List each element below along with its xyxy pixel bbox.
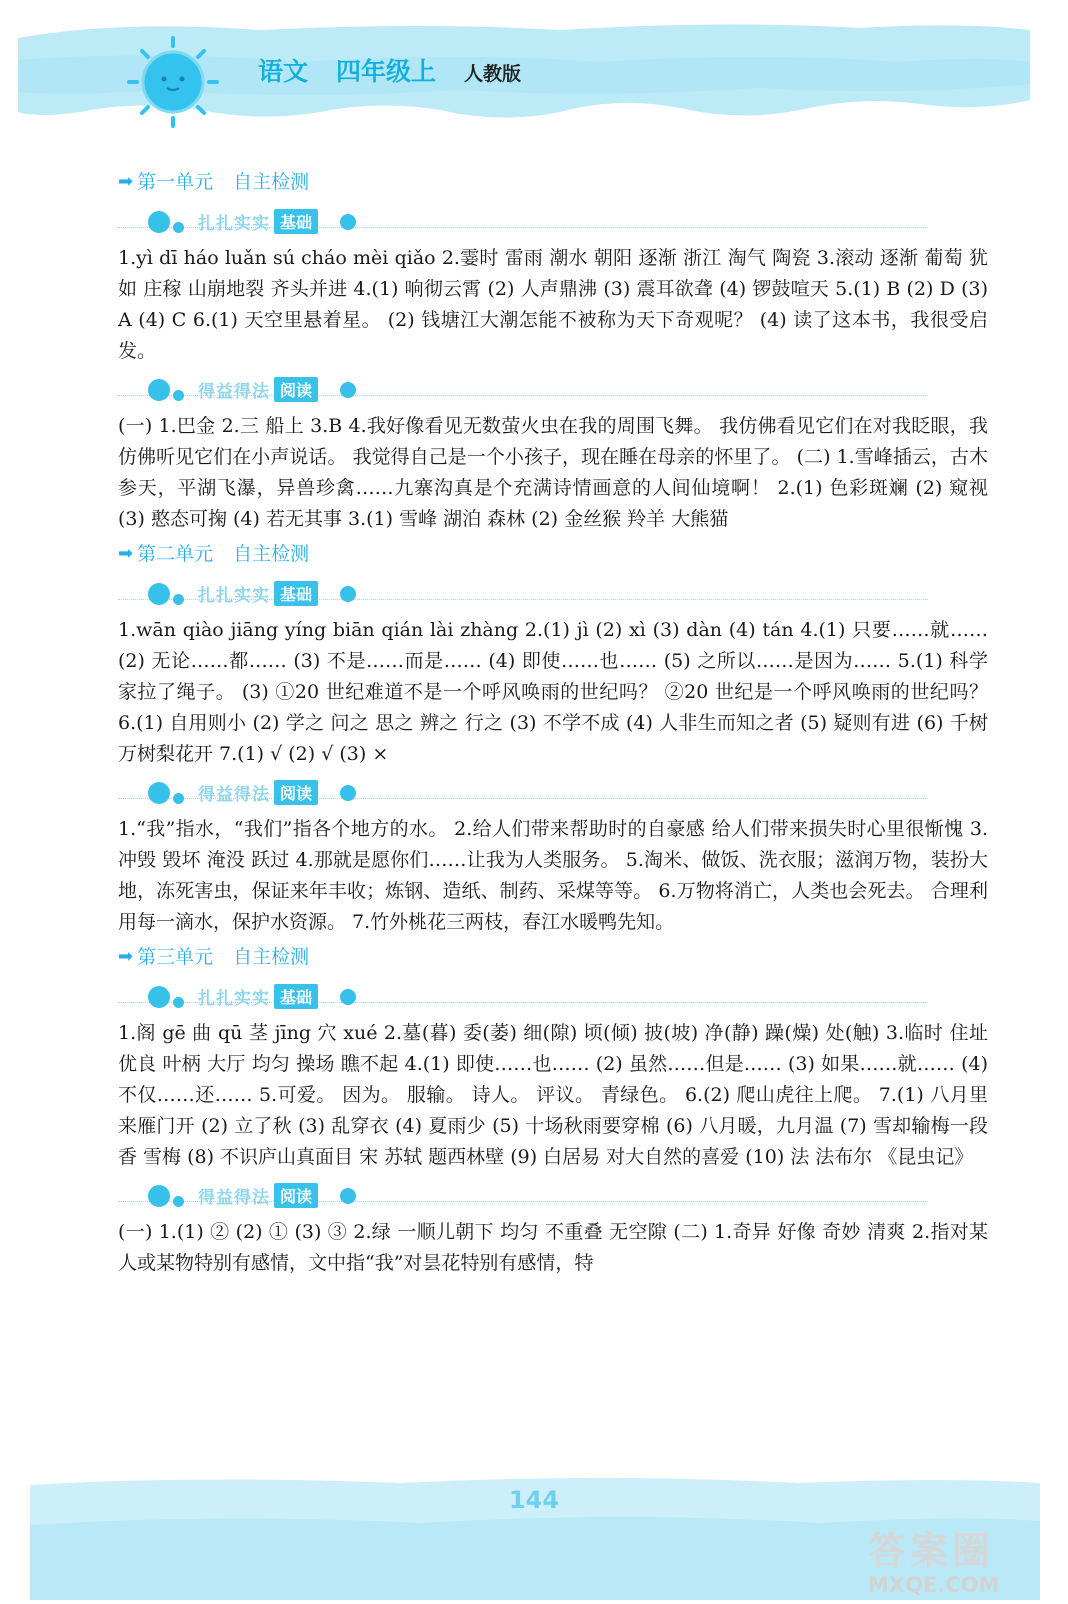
answer-paragraph: (一) 1.巴金 2.三 船上 3.B 4.我好像看见无数萤火虫在我的周围飞舞。 我仿佛看见它们在对我眨眼，我仿佛听见它们在小声说话。 我觉得自己是一个小孩子，现在睡在母亲的怀里了。 (二) 1.雪峰插云，古木参天，平湖飞瀑，异兽珍禽……九寨沟真是个充满诗情画意的人间仙境啊！ 2.(1) 色彩斑斓 (2) 窥视 (3) 憨态可掬 (4) 若无其事 3.(1) 雪峰 湖泊 森林 (2) 金丝猴 羚羊 大熊猫 xyxy=(118,415,988,530)
arrow-right-icon: ➡ xyxy=(118,171,134,192)
page-header xyxy=(0,0,1068,150)
unit-3-heading xyxy=(118,940,988,974)
section-heading xyxy=(118,1175,988,1213)
header-edition: 人教版 xyxy=(464,63,522,85)
page-number: 144 xyxy=(508,1486,560,1514)
section-heading xyxy=(118,573,988,611)
section-label: 得益得法 xyxy=(198,785,270,805)
section-heading xyxy=(118,201,988,239)
bubble-icon xyxy=(148,211,170,233)
section-tag: 阅读 xyxy=(274,1183,318,1208)
arrow-right-icon: ➡ xyxy=(118,543,134,564)
section-label: 扎扎实实 xyxy=(198,989,270,1009)
bubble-icon xyxy=(148,583,170,605)
header-grade: 四年级上 xyxy=(336,57,437,86)
section-label: 得益得法 xyxy=(198,1188,270,1208)
section-label: 扎扎实实 xyxy=(198,586,270,606)
section-heading xyxy=(118,369,988,407)
watermark-url: MXQE.COM xyxy=(868,1573,1000,1597)
unit-2-subtitle: 自主检测 xyxy=(233,543,310,565)
header-title xyxy=(258,52,521,88)
answer-paragraph: 1.yì dī háo luǎn sú cháo mèi qiǎo 2.霎时 雷雨 潮水 朝阳 逐渐 浙江 淘气 陶瓷 3.滚动 逐渐 葡萄 犹如 庄稼 山崩地裂 齐头并进 4.(1) 响彻云霄 (2) 人声鼎沸 (3) 震耳欲聋 (4) 锣鼓喧天 5.(1) B (2) D (3) A (4) C 6.(1) 天空里悬着星。 (2) 钱塘江大潮怎能不被称为天下奇观呢？ (4) 读了这本书，我很受启发。 xyxy=(118,247,988,362)
sun-icon xyxy=(115,32,225,132)
section-label: 扎扎实实 xyxy=(198,214,270,234)
unit-3-title: 第三单元 xyxy=(137,946,214,968)
arrow-right-icon: ➡ xyxy=(118,946,134,967)
answer-paragraph: 1.阁 gē 曲 qū 茎 jīng 穴 xué 2.墓(暮) 委(萎) 细(隙) 顷(倾) 披(坡) 净(静) 躁(燥) 处(触) 3.临时 住址 优良 叶柄 大厅 均匀 操场 瞧不起 4.(1) 即使……也…… (2) 虽然……但是…… (3) 如果……就…… (4) 不仅……还…… 5.可爱。 因为。 服输。 诗人。 评议。 青绿色。 6.(2) 爬山虎往上爬。 7.(1) 八月里来雁门开 (2) 立了秋 (3) 乱穿衣 (4) 夏雨少 (5) 十场秋雨要穿棉 (6) 八月暖，九月温 (7) 雪却输梅一段香 雪梅 (8) 不识庐山真面目 宋 苏轼 题西林壁 (9) 白居易 对大自然的喜爱 (10) 法 法布尔 《昆虫记》 xyxy=(118,1022,988,1168)
bubble-icon xyxy=(148,986,170,1008)
section-tag: 阅读 xyxy=(274,377,318,402)
answer-paragraph: (一) 1.(1) ② (2) ① (3) ③ 2.绿 一顺儿朝下 均匀 不重叠 无空隙 (二) 1.奇异 好像 奇妙 清爽 2.指对某人或某物特别有感情，文中指“我”对昙花特别有感情，特 xyxy=(118,1221,988,1274)
answer-paragraph: 1.“我”指水，“我们”指各个地方的水。 2.给人们带来帮助时的自豪感 给人们带来损失时心里很惭愧 3.冲毁 毁坏 淹没 跃过 4.那就是愿你们……让我为人类服务。 5.淘米、做饭、洗衣服；滋润万物，装扮大地，冻死害虫，保证来年丰收；炼钢、造纸、制药、采煤等等。 6.万物将消亡，人类也会死去。 合理利用每一滴水，保护水资源。 7.竹外桃花三两枝，春江水暖鸭先知。 xyxy=(118,818,988,933)
unit-1-subtitle: 自主检测 xyxy=(233,171,310,193)
unit-2-heading xyxy=(118,537,988,571)
unit-1-title: 第一单元 xyxy=(137,171,214,193)
section-heading xyxy=(118,976,988,1014)
watermark-logo xyxy=(868,1520,1058,1596)
bubble-icon xyxy=(148,782,170,804)
section-tag: 基础 xyxy=(274,209,318,234)
section-heading xyxy=(118,772,988,810)
unit-2-title: 第二单元 xyxy=(137,543,214,565)
answer-paragraph: 1.wān qiào jiāng yíng biān qián lài zhàng 2.(1) jì (2) xì (3) dàn (4) tán 4.(1) 只要……就…… (2) 无论……都…… (3) 不是……而是…… (4) 即使……也…… (5) 之所以……是因为…… 5.(1) 科学家拉了绳子。 (3) ①20 世纪难道不是一个呼风唤雨的世纪吗？ ②20 世纪是一个呼风唤雨的世纪吗？ 6.(1) 自用则小 (2) 学之 问之 思之 辨之 行之 (3) 不学不成 (4) 人非生而知之者 (5) 疑则有进 (6) 千树万树梨花开 7.(1) √ (2) √ (3) × xyxy=(118,619,988,765)
section-tag: 基础 xyxy=(274,581,318,606)
header-subject: 语文 xyxy=(258,57,309,86)
bubble-icon xyxy=(148,1185,170,1207)
section-tag: 阅读 xyxy=(274,780,318,805)
watermark-text: 答案圈 xyxy=(868,1529,995,1573)
section-tag: 基础 xyxy=(274,984,318,1009)
unit-3-subtitle: 自主检测 xyxy=(233,946,310,968)
section-label: 得益得法 xyxy=(198,382,270,402)
bubble-icon xyxy=(148,379,170,401)
unit-1-heading xyxy=(118,165,988,199)
answer-content xyxy=(118,165,988,1281)
